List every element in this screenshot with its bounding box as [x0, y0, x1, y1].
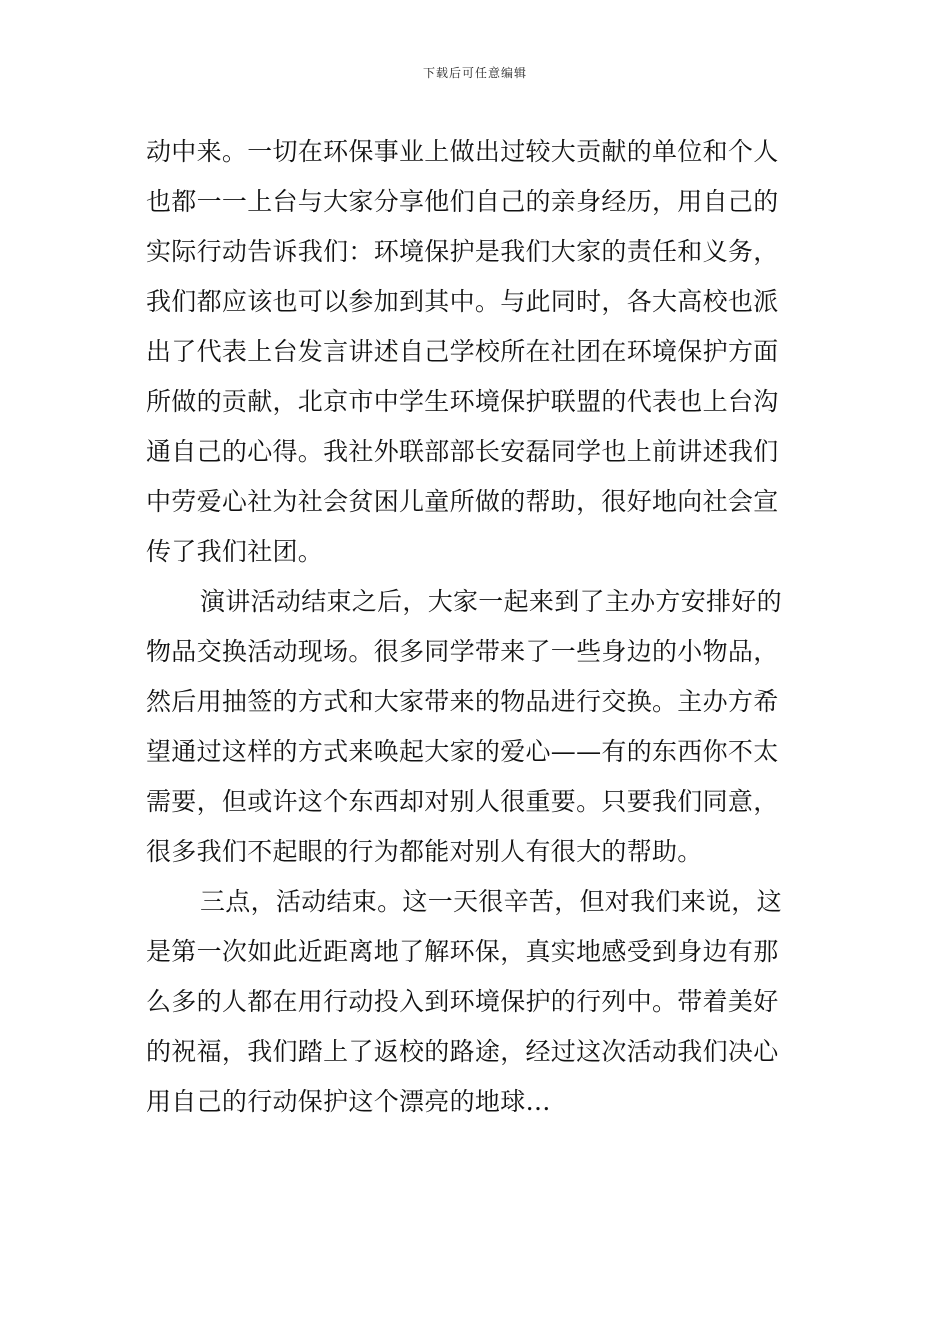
text-line: 传了我们社团。: [146, 537, 324, 566]
text-line: 需要，但或许这个东西却对别人很重要。只要我们同意，: [146, 787, 779, 816]
document-body: [146, 127, 808, 1127]
page-header: 下载后可任意编辑: [422, 66, 527, 80]
text-line: 望通过这样的方式来唤起大家的爱心——有的东西你不太: [146, 737, 779, 766]
text-line: 也都一一上台与大家分享他们自己的亲身经历，用自己的: [146, 187, 779, 216]
text-line: 然后用抽签的方式和大家带来的物品进行交换。主办方希: [146, 687, 779, 716]
text-line: 物品交换活动现场。很多同学带来了一些身边的小物品，: [146, 637, 779, 666]
text-line: 所做的贡献，北京市中学生环境保护联盟的代表也上台沟: [146, 387, 779, 416]
paragraph: [146, 577, 808, 877]
text-line: 出了代表上台发言讲述自己学校所在社团在环境保护方面: [146, 337, 779, 366]
text-line: 么多的人都在用行动投入到环境保护的行列中。带着美好: [146, 987, 779, 1016]
paragraph: [146, 877, 808, 1127]
text-line: 很多我们不起眼的行为都能对别人有很大的帮助。: [146, 837, 703, 866]
text-line: 我们都应该也可以参加到其中。与此同时，各大高校也派: [146, 287, 779, 316]
text-line: 中劳爱心社为社会贫困儿童所做的帮助，很好地向社会宣: [146, 487, 779, 516]
text-line: 用自己的行动保护这个漂亮的地球…: [146, 1087, 551, 1116]
text-line: 演讲活动结束之后，大家一起来到了主办方安排好的: [200, 587, 782, 616]
text-line: 的祝福，我们踏上了返校的路途，经过这次活动我们决心: [146, 1037, 779, 1066]
paragraph: [146, 127, 808, 577]
text-line: 三点，活动结束。这一天很辛苦，但对我们来说，这: [200, 887, 782, 916]
text-line: 通自己的心得。我社外联部部长安磊同学也上前讲述我们: [146, 437, 779, 466]
text-line: 动中来。一切在环保事业上做出过较大贡献的单位和个人: [146, 137, 779, 166]
text-line: 是第一次如此近距离地了解环保，真实地感受到身边有那: [146, 937, 779, 966]
text-line: 实际行动告诉我们：环境保护是我们大家的责任和义务，: [146, 237, 779, 266]
